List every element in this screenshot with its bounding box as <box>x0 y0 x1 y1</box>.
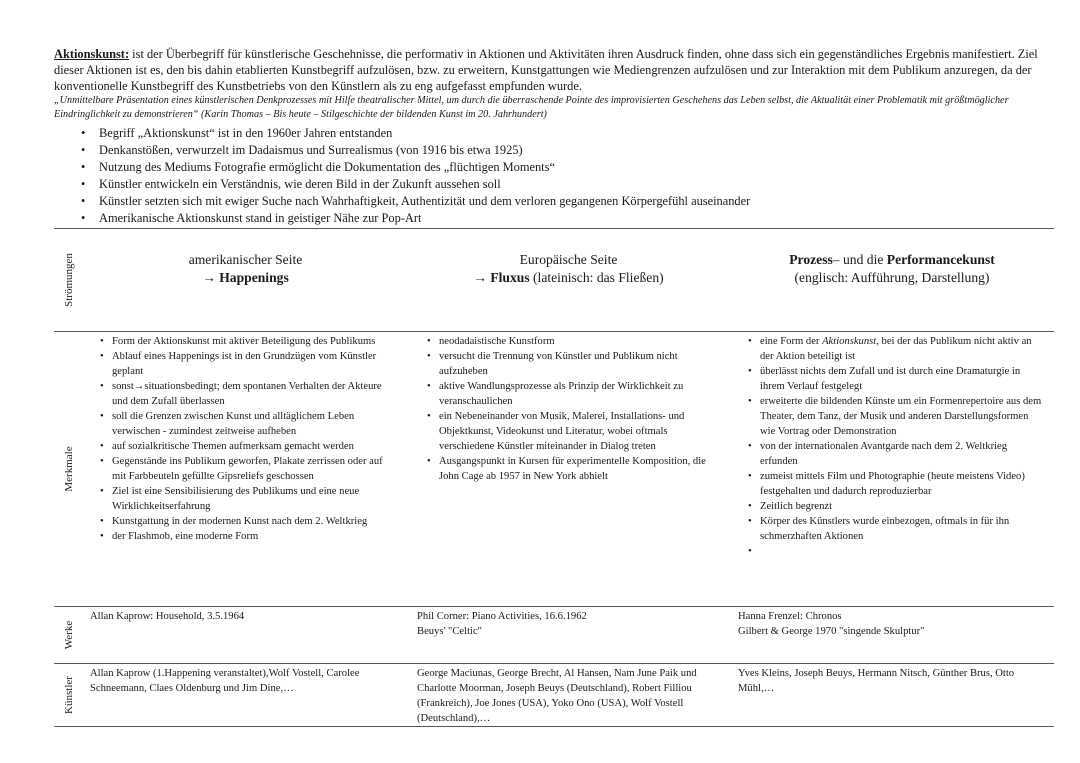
kuenstler-happenings: Allan Kaprow (1.Happening veranstaltet),Wolf Vostell, Carolee Schneemann, Claes Oldenburg und Jim Dine,… <box>84 664 407 727</box>
header-happenings: amerikanischer Seite → Happenings <box>84 229 407 332</box>
list-item: • sonst→situationsbedingt; dem spontanen Verhalten der Akteure und dem Zufall überlassen <box>100 379 397 409</box>
merkmale-list <box>738 334 1044 559</box>
list-item: • von der internationalen Avantgarde nach dem 2. Weltkrieg erfunden <box>748 439 1044 469</box>
werke-fluxus: Phil Corner: Piano Activities, 16.6.1962 Beuys' "Celtic" <box>407 607 730 664</box>
merkmale-happenings <box>84 332 407 607</box>
list-item <box>748 544 1044 559</box>
overview-bullet-list <box>54 125 1054 227</box>
list-item: • Form der Aktionskunst mit aktiver Beteiligung des Publikums <box>100 334 397 349</box>
overview-bullet: • Künstler entwickeln ein Verständnis, wie deren Bild in der Zukunft aussehen soll <box>81 176 1054 193</box>
list-item: • erweiterte die bildenden Künste um ein Formenrepertoire aus dem Theater, dem Tanz, der Musik und anderen Darstellungsformen wie Vortrag oder Demonstration <box>748 394 1044 439</box>
list-item: • eine Form der Aktionskunst, bei der das Publikum nicht aktiv an der Aktion beteiligt ist <box>748 334 1044 364</box>
werke-happenings: Allan Kaprow: Household, 3.5.1964 <box>84 607 407 664</box>
overview-bullet: • Amerikanische Aktionskunst stand in geistiger Nähe zur Pop-Art <box>81 210 1054 227</box>
list-item: • versucht die Trennung von Künstler und Publikum nicht aufzuheben <box>427 349 720 379</box>
list-item: • Zeitlich begrenzt <box>748 499 1044 514</box>
table-row-stroemungen <box>54 229 1054 332</box>
header-fluxus: Europäische Seite → Fluxus (lateinisch: das Fließen) <box>407 229 730 332</box>
merkmale-fluxus <box>407 332 730 607</box>
list-item: • überlässt nichts dem Zufall und ist durch eine Dramaturgie in ihrem Verlauf festgelegt <box>748 364 1044 394</box>
row-label-stroemungen: Strömungen <box>54 229 84 332</box>
row-label-kuenstler: Künstler <box>54 664 84 727</box>
list-item: • Körper des Künstlers wurde einbezogen, oftmals in für ihn schmerzhaften Aktionen <box>748 514 1044 544</box>
intro-quote: „Unmittelbare Präsentation eines künstlerischen Denkprozesses mit Hilfe theatralischer Mittel, um durch die überraschende Pointe des improvisierten Geschehens das Leben selbst, die Aktualität einer Problematik mit größtmöglicher Eindringlichkeit zu demonstrieren“ (Karin Thomas – Bis heute – Stilgeschichte der bildenden Kunst im 20. Jahrhundert) <box>54 95 1009 120</box>
overview-bullet: • Künstler setzten sich mit ewiger Suche nach Wahrhaftigkeit, Authentizität und dem verloren gegangenen Körpergefühl auseinander <box>81 193 1054 210</box>
intro-paragraph <box>54 46 1054 94</box>
intro-term: Aktionskunst: <box>54 47 130 61</box>
list-item: • aktive Wandlungsprozesse als Prinzip der Wirklichkeit zu veranschaulichen <box>427 379 720 409</box>
list-item: • auf sozialkritische Themen aufmerksam gemacht werden <box>100 439 397 454</box>
comparison-table <box>54 228 1054 727</box>
table-row-kuenstler <box>54 664 1054 727</box>
header-performance: Prozess– und die Performancekunst (englisch: Aufführung, Darstellung) <box>730 229 1054 332</box>
list-item: • Ausgangspunkt in Kursen für experimentelle Komposition, die John Cage ab 1957 in New York abhielt <box>427 454 720 484</box>
list-item: • der Flashmob, eine moderne Form <box>100 529 397 544</box>
kuenstler-performance: Yves Kleins, Joseph Beuys, Hermann Nitsch, Günther Brus, Otto Mühl,… <box>730 664 1054 727</box>
intro-text: ist der Überbegriff für künstlerische Geschehnisse, die performativ in Aktionen und Aktivitäten ihren Ausdruck finden, ohne dass sich ein gegenständliches Ergebnis manifestiert. Ziel dieser Aktionen ist es, den bis dahin etablierten Kunstbegriff aufzulösen, bzw. zu erweitern, Kunstgattungen wie Mediengrenzen aufzulösen und zur Interaktion mit dem Publikum anzuregen, da der konventionelle Kunstbegriff des Kunstbetriebs von den Künstlern als zu eng aufgefasst empfunden wurde. <box>54 47 1038 93</box>
overview-bullet: • Denkanstößen, verwurzelt im Dadaismus und Surrealismus (von 1916 bis etwa 1925) <box>81 142 1054 159</box>
document-page <box>54 46 1054 724</box>
merkmale-list <box>90 334 397 544</box>
overview-bullet: • Begriff „Aktionskunst“ ist in den 1960er Jahren entstanden <box>81 125 1054 142</box>
list-item: • soll die Grenzen zwischen Kunst und alltäglichem Leben verwischen - zumindest zeitweise aufheben <box>100 409 397 439</box>
list-item: • Ziel ist eine Sensibilisierung des Publikums und eine neue Wirklichkeitserfahrung <box>100 484 397 514</box>
merkmale-list <box>417 334 720 484</box>
table-row-merkmale <box>54 332 1054 607</box>
list-item: • Ablauf eines Happenings ist in den Grundzügen vom Künstler geplant <box>100 349 397 379</box>
table-row-werke <box>54 607 1054 664</box>
list-item: • ein Nebeneinander von Musik, Malerei, Installations- und Objektkunst, Videokunst und Literatur, wobei oftmals verschiedene Künstler miteinander in Dialog treten <box>427 409 720 454</box>
list-item: • Kunstgattung in der modernen Kunst nach dem 2. Weltkrieg <box>100 514 397 529</box>
row-label-werke: Werke <box>54 607 84 664</box>
list-item: • zumeist mittels Film und Photographie (heute meistens Video) festgehalten und dadurch reproduzierbar <box>748 469 1044 499</box>
list-item: • neodadaistische Kunstform <box>427 334 720 349</box>
werke-performance: Hanna Frenzel: Chronos Gilbert & George 1970 "singende Skulptur" <box>730 607 1054 664</box>
kuenstler-fluxus: George Maciunas, George Brecht, Al Hansen, Nam June Paik und Charlotte Moorman, Joseph Beuys (Deutschland), Robert Filliou (Frankreich), Joe Jones (USA), Yoko Ono (USA), Wolf Vostell (Deutschland),… <box>407 664 730 727</box>
row-label-merkmale: Merkmale <box>54 332 84 607</box>
merkmale-performance <box>730 332 1054 607</box>
list-item: • Gegenstände ins Publikum geworfen, Plakate zerrissen oder auf mit Farbbeuteln gefüllte Gipsreliefs geschossen <box>100 454 397 484</box>
overview-bullet: • Nutzung des Mediums Fotografie ermöglicht die Dokumentation des „flüchtigen Moments“ <box>81 159 1054 176</box>
